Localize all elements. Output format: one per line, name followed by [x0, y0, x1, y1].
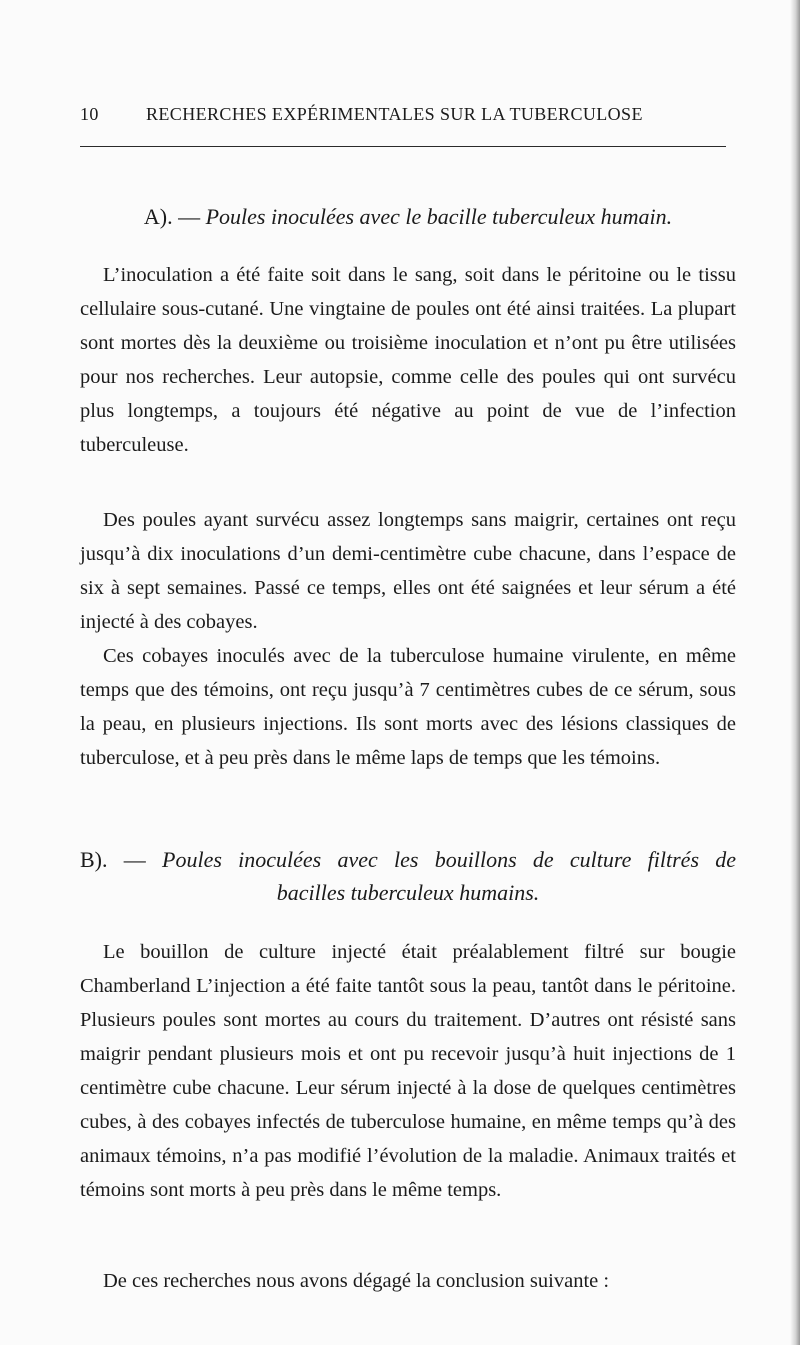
paragraph: De ces recherches nous avons dégagé la conclusion suivante :	[103, 1270, 610, 1292]
page-number: 10	[80, 104, 99, 124]
section-heading-b-line1	[80, 843, 736, 876]
paragraph: L’inoculation a été faite soit dans le sang, soit dans le péritoine ou le tissu cellulaire sous-cutané. Une vingtaine de poules ont été ainsi traitées. La plupart sont mortes dès la deuxième ou troisième inoculation et n’ont pu être utilisées pour nos recherches. Leur autopsie, comme celle des poules qui ont survécu plus longtemps, a toujours été négative au point de vue de l’infection tuberculeuse.	[80, 264, 736, 456]
page-edge-shadow	[790, 0, 800, 1345]
section-heading-b	[80, 843, 736, 909]
section-heading-a	[80, 200, 736, 233]
section-title-b-line2: bacilles tuberculeux humains.	[276, 880, 540, 905]
section-title-a: Poules inoculées avec le bacille tuberculeux humain.	[205, 204, 673, 229]
section-title-b-line1: Poules inoculées avec les bouillons de culture filtrés de	[162, 847, 737, 872]
running-title: RECHERCHES EXPÉRIMENTALES SUR LA TUBERCULOSE	[146, 104, 643, 124]
paragraph: Des poules ayant survécu assez longtemps sans maigrir, certaines ont reçu jusqu’à dix inoculations d’un demi-centimètre cube chacune, dans l’espace de six à sept semaines. Passé ce temps, elles ont été saignées et leur sérum a été injecté à des cobayes.	[80, 509, 736, 633]
running-header	[80, 100, 728, 130]
section-label-a: A).	[143, 204, 173, 229]
paragraph: Ces cobayes inoculés avec de la tuberculose humaine virulente, en même temps que des témoins, ont reçu jusqu’à 7 centimètres cubes de ce sérum, sous la peau, en plusieurs injections. Ils sont morts avec des lésions classiques de tuberculose, et à peu près dans le même laps de temps que les témoins.	[80, 645, 736, 769]
section-label-b: B).	[80, 847, 108, 872]
section-dash-b: —	[123, 847, 146, 872]
header-rule	[80, 146, 726, 147]
paragraph: Le bouillon de culture injecté était préalablement filtré sur bougie Chamberland L’injection a été faite tantôt sous la peau, tantôt dans le péritoine. Plusieurs poules sont mortes au cours du traitement. D’autres ont résisté sans maigrir pendant plusieurs mois et ont pu recevoir jusqu’à huit injections de 1 centimètre cube chacune. Leur sérum injecté à la dose de quelques centimètres cubes, à des cobayes infectés de tuberculose humaine, en même temps qu’à des animaux témoins, n’a pas modifié l’évolution de la maladie. Animaux traités et témoins sont morts à peu près dans le même temps.	[80, 941, 736, 1201]
section-dash-a: —	[178, 204, 201, 229]
